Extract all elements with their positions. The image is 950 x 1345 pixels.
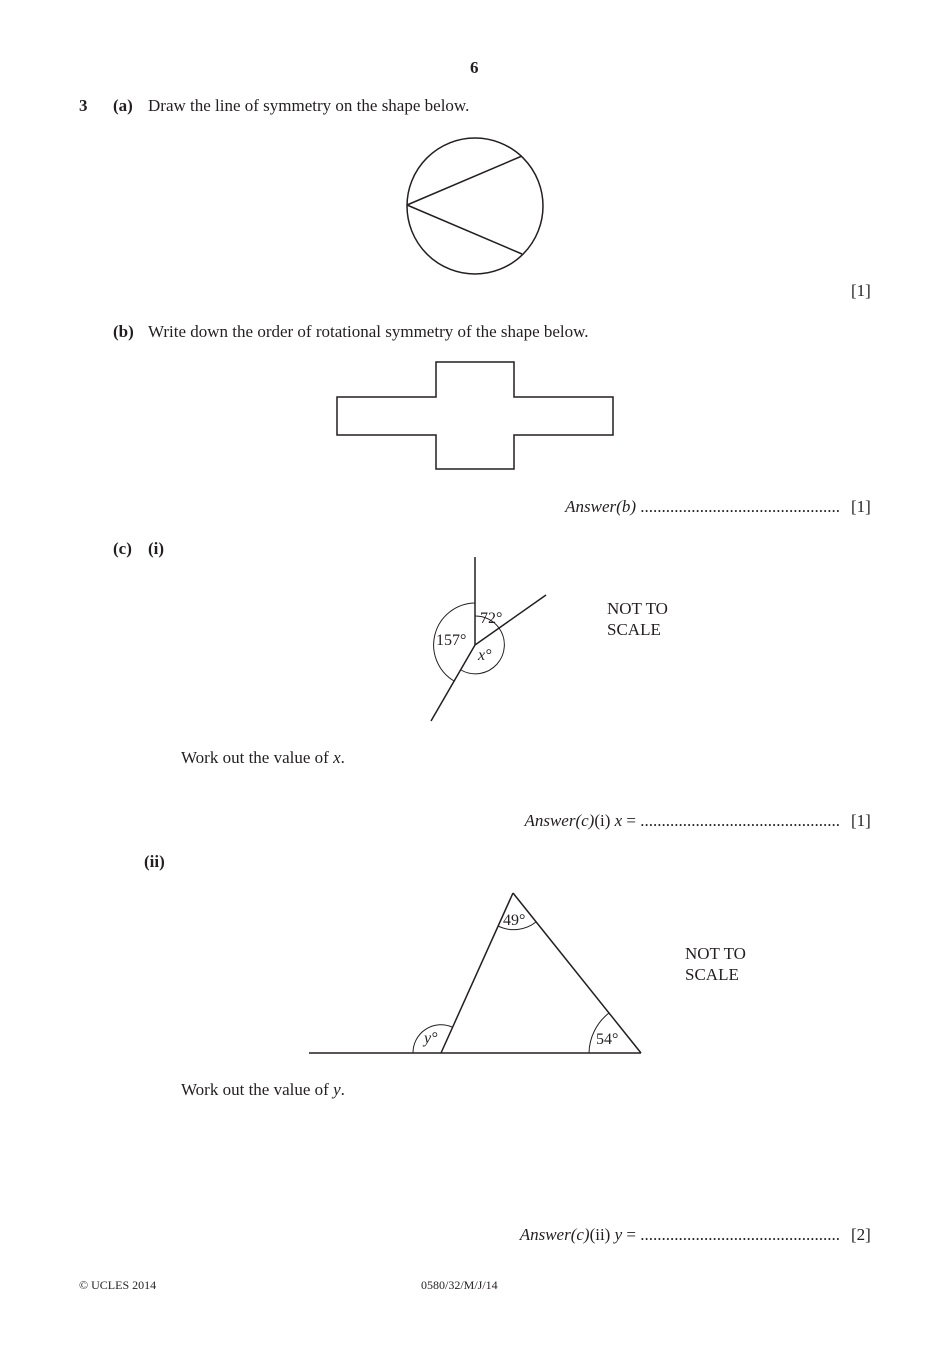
part-b-answer-dots: ...............................................	[640, 497, 840, 516]
part-b-text: Write down the order of rotational symmetry of the shape below.	[148, 322, 589, 341]
part-c-i-label: (i)	[148, 539, 165, 558]
part-c-i-answer-dots: ...............................................	[640, 811, 840, 830]
angle-72-label: 72°	[480, 610, 503, 627]
angle-49-label: 49°	[503, 912, 526, 929]
footer-code: 0580/32/M/J/14	[421, 1278, 498, 1292]
part-b-label: (b)	[113, 322, 134, 341]
part-c-i-prompt-text: Work out the value of	[181, 748, 334, 767]
part-c-i-answer-var: x	[614, 811, 623, 830]
part-c-ii-prompt	[181, 1081, 345, 1098]
part-c-ii-answer-dots: ...............................................	[640, 1225, 840, 1244]
part-c-ii-answer-var: y	[614, 1225, 623, 1244]
triangle-right-side	[513, 893, 641, 1053]
not-to-scale-2-line1: NOT TO	[685, 944, 746, 963]
part-c-ii-label: (ii)	[144, 852, 165, 871]
footer-copyright: © UCLES 2014	[79, 1278, 157, 1292]
part-c-ii-prompt-text: Work out the value of	[181, 1080, 334, 1099]
not-to-scale-1-line2: SCALE	[607, 620, 661, 639]
question-number: 3	[79, 96, 88, 115]
not-to-scale-1-line1: NOT TO	[607, 599, 668, 618]
part-c-ii-marks: [2]	[851, 1225, 871, 1244]
angle-157-label: 157°	[436, 632, 467, 649]
angle-y-label: y°	[424, 1030, 438, 1047]
not-to-scale-2-line2: SCALE	[685, 965, 739, 984]
part-b-marks: [1]	[851, 497, 871, 516]
part-c-ii-prompt-var: y	[333, 1080, 341, 1099]
part-c-ii-answer-label: Answer(c)	[519, 1225, 590, 1244]
part-c-label: (c)	[113, 539, 132, 558]
part-b-answer-label: Answer(b)	[565, 497, 636, 516]
part-c-i-answer-part: (i)	[594, 811, 615, 830]
part-a-text: Draw the line of symmetry on the shape below.	[148, 96, 470, 115]
part-c-i-prompt-end: .	[340, 748, 345, 767]
part-c-i-answer-label: Answer(c)	[524, 811, 595, 830]
part-c-ii-answer-part: (ii)	[589, 1225, 615, 1244]
part-c-i-answer-eq: =	[622, 811, 641, 830]
part-c-ii-answer-line	[520, 1226, 840, 1243]
part-c-i-prompt-var: x	[333, 748, 341, 767]
part-c-ii-prompt-end: .	[340, 1080, 345, 1099]
angle-54-label: 54°	[596, 1031, 619, 1048]
part-c-i-marks: [1]	[851, 811, 871, 830]
part-a-label: (a)	[113, 96, 133, 115]
angle-x-label: x°	[478, 647, 492, 664]
part-c-ii-answer-eq: =	[622, 1225, 641, 1244]
part-a-marks: [1]	[851, 281, 871, 300]
page-number: 6	[470, 58, 479, 77]
